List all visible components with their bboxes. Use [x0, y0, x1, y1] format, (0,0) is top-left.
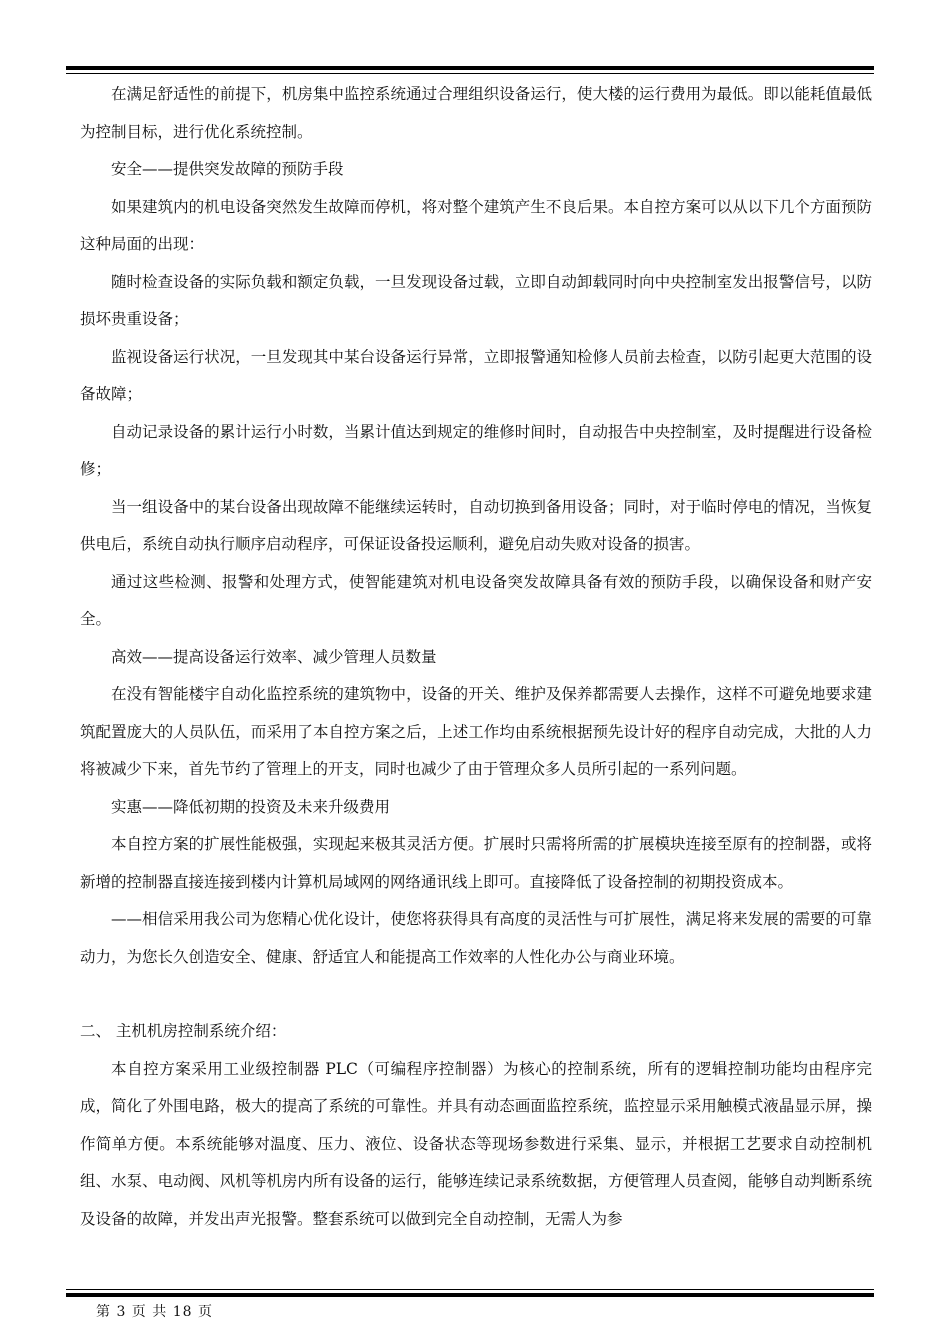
footer-rule [66, 1289, 874, 1297]
paragraph: 监视设备运行状况，一旦发现其中某台设备运行异常，立即报警通知检修人员前去检查，以防引起更大范围的设备故障； [80, 347, 872, 403]
section-heading: 二、 主机机房控制系统介绍： [80, 1022, 287, 1040]
paragraph: 通过这些检测、报警和处理方式，使智能建筑对机电设备突发故障具备有效的预防手段，以确保设备和财产安全。 [80, 572, 872, 628]
section-spacer [80, 976, 872, 1013]
paragraph: 本自控方案的扩展性能极强，实现起来极其灵活方便。扩展时只需将所需的扩展模块连接至原有的控制器，或将新增的控制器直接连接到楼内计算机局域网的网络通讯线上即可。直接降低了设备控制的初期投资成本。 [80, 835, 872, 891]
paragraph-heading: 实惠——降低初期的投资及未来升级费用 [111, 797, 391, 816]
paragraph: 自动记录设备的累计运行小时数，当累计值达到规定的维修时间时，自动报告中央控制室，及时提醒进行设备检修； [80, 422, 872, 478]
paragraph-heading: 安全——提供突发故障的预防手段 [111, 160, 344, 178]
paragraph: 本自控方案采用工业级控制器 PLC（可编程序控制器）为核心的控制系统，所有的逻辑控制功能均由程序完成，简化了外围电路，极大的提高了系统的可靠性。并具有动态画面监控系统，监控显示采用触模式液晶显示屏，操作简单方便。本系统能够对温度、压力、液位、设备状态等现场参数进行采集、显示，并根据工艺要求自动控制机组、水泵、电动阀、风机等机房内所有设备的运行，能够连续记录系统数据，方便管理人员查阅，能够自动判断系统及设备的故障，并发出声光报警。整套系统可以做到完全自动控制，无需人为参 [80, 1059, 872, 1228]
paragraph-heading: 高效——提高设备运行效率、减少管理人员数量 [111, 647, 437, 666]
paragraph: 随时检查设备的实际负载和额定负载，一旦发现设备过载，立即自动卸载同时向中央控制室发出报警信号，以防损坏贵重设备； [80, 272, 872, 328]
paragraph: 在没有智能楼宇自动化监控系统的建筑物中，设备的开关、维护及保养都需要人去操作，这样不可避免地要求建筑配置庞大的人员队伍，而采用了本自控方案之后，上述工作均由系统根据预先设计好的程序自动完成，大批的人力将被减少下来，首先节约了管理上的开支，同时也减少了由于管理众多人员所引起的一系列问题。 [80, 685, 872, 778]
paragraph: 如果建筑内的机电设备突然发生故障而停机，将对整个建筑产生不良后果。本自控方案可以从以下几个方面预防这种局面的出现： [80, 197, 872, 253]
document-body [80, 76, 872, 1238]
page-number: 第 3 页 共 18 页 [96, 1304, 213, 1320]
header-rule [66, 66, 874, 74]
paragraph: 在满足舒适性的前提下，机房集中监控系统通过合理组织设备运行，使大楼的运行费用为最低。即以能耗值最低为控制目标，进行优化系统控制。 [80, 85, 872, 141]
paragraph: 当一组设备中的某台设备出现故障不能继续运转时，自动切换到备用设备；同时，对于临时停电的情况，当恢复供电后，系统自动执行顺序启动程序，可保证设备投运顺利，避免启动失败对设备的损害。 [80, 497, 872, 553]
paragraph: ——相信采用我公司为您精心优化设计，使您将获得具有高度的灵活性与可扩展性，满足将来发展的需要的可靠动力，为您长久创造安全、健康、舒适宜人和能提高工作效率的人性化办公与商业环境。 [80, 910, 872, 966]
